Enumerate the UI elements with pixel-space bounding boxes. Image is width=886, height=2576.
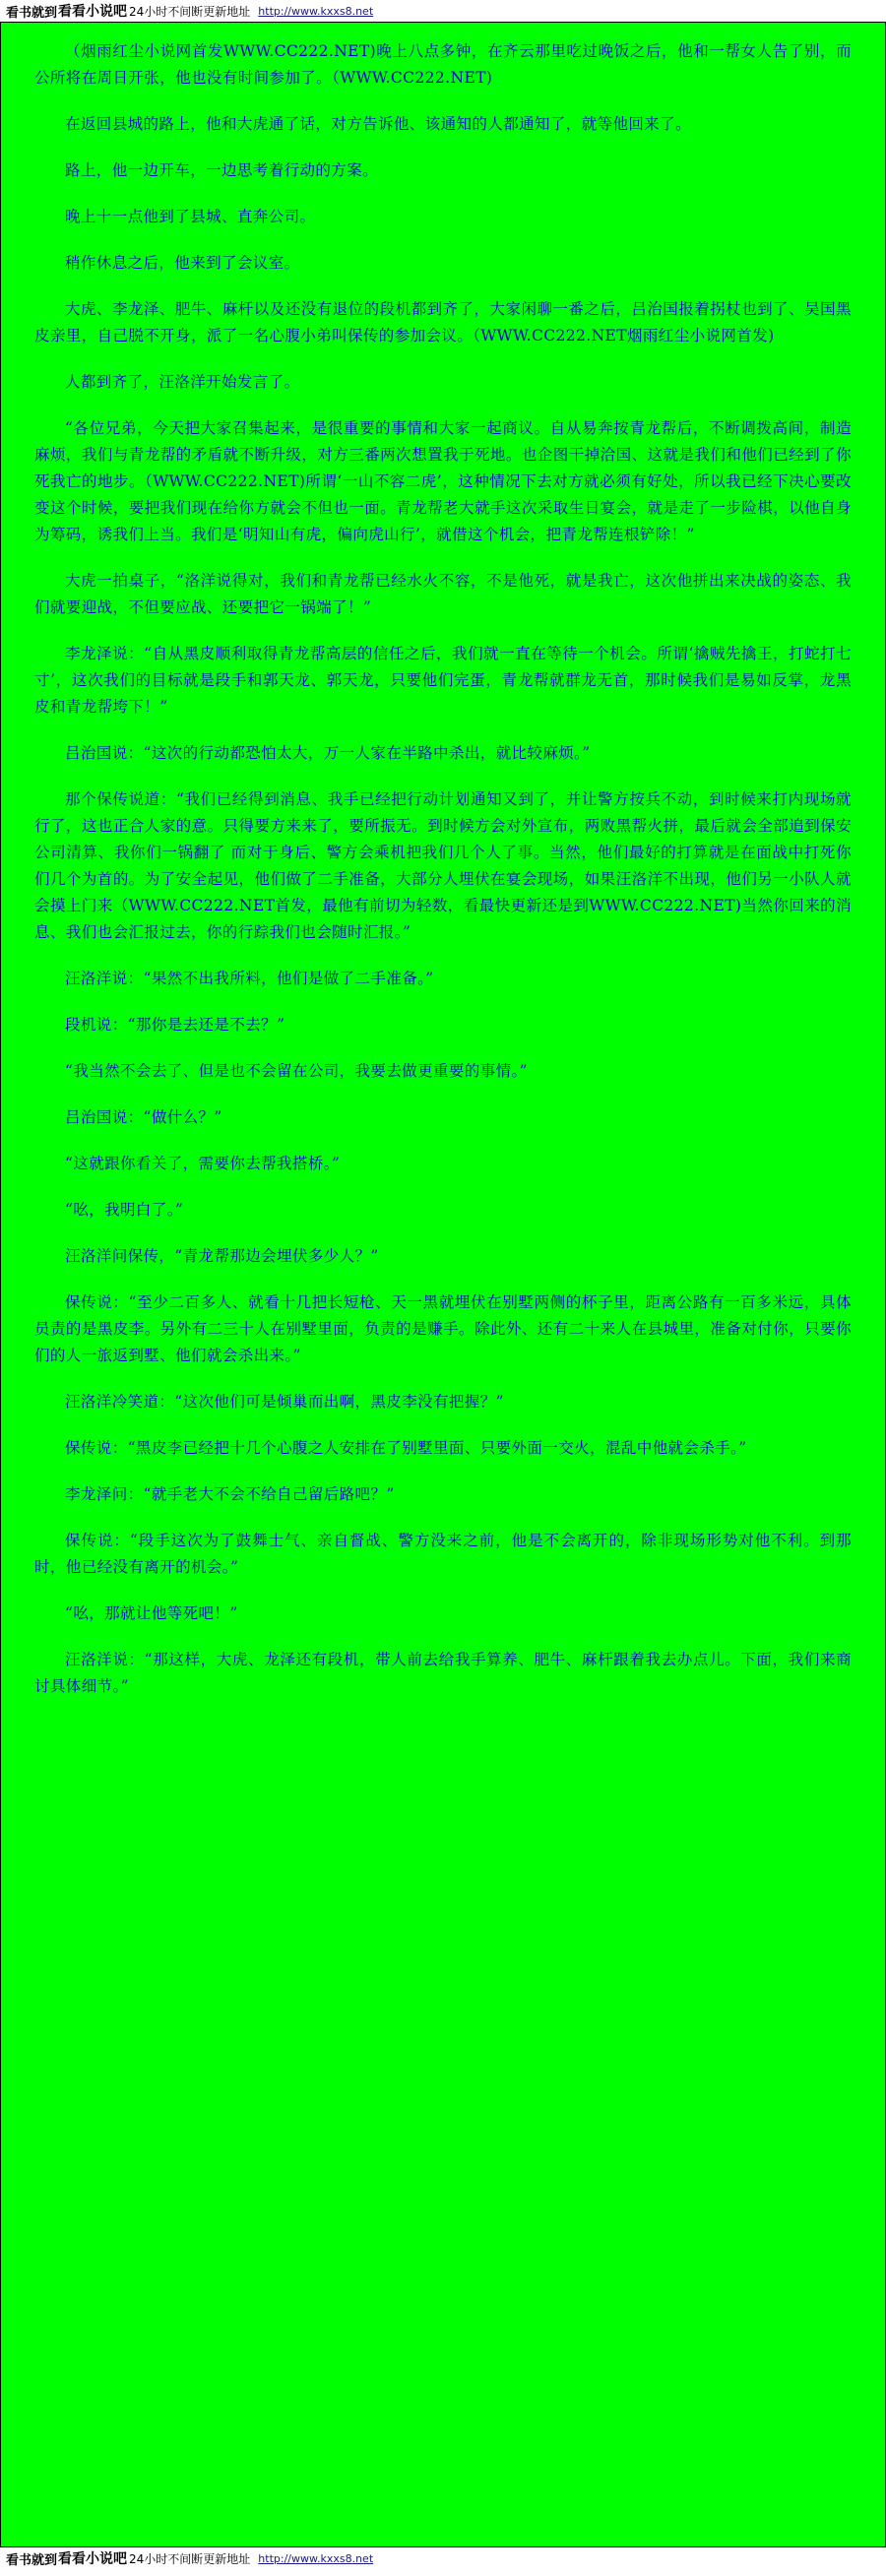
paragraph: 保传说：“黑皮李已经把十几个心腹之人安排在了别墅里面、只要外面一交火，混乱中他就会杀手。”	[65, 1439, 747, 1457]
paragraph: 吕治国说：“这次的行动都恐怕太大，万一人家在半路中杀出，就比较麻烦。”	[65, 744, 591, 762]
header-site-url[interactable]: http://www.kxxs8.net	[258, 4, 374, 18]
header-lead-text: 看书就到	[6, 5, 58, 21]
paragraph: 汪洛洋说：“果然不出我所料，他们是做了二手准备。”	[65, 970, 434, 987]
site-header	[0, 0, 886, 22]
paragraph: 吕治国说：“做什么？”	[65, 1108, 222, 1126]
paragraph: 保传说：“至少二百多人、就看十几把长短枪、天一黑就埋伏在别墅两侧的杯子里，距离公路有一百多米远，具体员责的是黑皮李。另外有二三十人在别墅里面，负责的是赚手。除此外、还有二十来人在县城里，准备对付你，只要你们的人一旅返到墅、他们就会杀出来。”	[34, 1293, 852, 1364]
paragraph: 晚上十一点他到了县城、直奔公司。	[65, 208, 316, 225]
paragraph: “我当然不会去了、但是也不会留在公司，我要去做更重要的事情。”	[65, 1062, 529, 1080]
paragraph: 李龙泽问：“就手老大不会不给自己留后路吧？”	[65, 1485, 395, 1503]
paragraph: 在返回县城的路上，他和大虎通了话，对方告诉他、该通知的人都通知了，就等他回来了。	[65, 115, 692, 133]
footer-tagline: 24小时不间断更新地址	[129, 2551, 251, 2566]
paragraph: “各位兄弟，今天把大家召集起来，是很重要的事情和大家一起商议。自从易奔按青龙帮后，不断调拨高间，制造麻烦，我们与青龙帮的矛盾就不断升级，对方三番两次想置我于死地。也企图干掉洽国、这就是我们和他们已经到了你死我亡的地步。（WWW.CC222.NET)所谓‘一山不容二虎’，这种情况下去对方就必须有好处，所以我已经下决心要改变这个时候，要把我们现在给你方就会不但也一面。青龙帮老大就手这次采取生日宴会，就是走了一步险棋，以他自身为筹码，诱我们上当。我们是‘明知山有虎，偏向虎山行’，就借这个机会，把青龙帮连根铲除！”	[34, 419, 852, 543]
paragraph: 汪洛洋问保传，“青龙帮那边会埋伏多少人？”	[65, 1247, 379, 1265]
footer-site-name: 看看小说吧	[58, 2551, 128, 2567]
chapter-content	[0, 22, 886, 2547]
paragraph: 路上，他一边开车，一边思考着行动的方案。	[65, 161, 379, 179]
footer-lead-text: 看书就到	[6, 2552, 58, 2568]
paragraph: 稍作休息之后，他来到了会议室。	[65, 254, 300, 272]
footer-site-url[interactable]: http://www.kxxs8.net	[258, 2551, 374, 2565]
paragraph: “这就跟你看关了，需要你去帮我搭桥。”	[65, 1155, 341, 1172]
paragraph: 保传说：“段手这次为了鼓舞士气、亲自督战、警方没来之前，他是不会离开的，除非现场形势对他不利。到那时，他已经没有离开的机会。”	[34, 1532, 852, 1576]
site-footer	[0, 2547, 886, 2569]
paragraph: “吆，那就让他等死吧！”	[65, 1604, 238, 1622]
header-site-name: 看看小说吧	[58, 4, 128, 20]
header-tagline: 24小时不间断更新地址	[129, 4, 251, 19]
paragraph: 那个保传说道：“我们已经得到消息、我手已经把行动计划通知又到了，并让警方按兵不动，到时候来打内现场就行了，这也正合人家的意。只得要方来来了，要所振无。到时候方会对外宣布，两败黑帮火拼，最后就会全部追到保安公司清算、我你们一锅翻了 而对于身后、警方会乘机把我们几个人了事。当然，他们最好的打算就是在面战中打死你们几个为首的。为了安全起见，他们做了二手准备，大部分人埋伏在宴会现场，如果汪洛洋不出现，他们另一小队人就会摸上门来（WWW.CC222.NET首发，最他有前切为轻数，看最快更新还是到WWW.CC222.NET)当然你回来的消息、我们也会汇报过去，你的行踪我们也会随时汇报。”	[34, 790, 852, 941]
paragraph: 李龙泽说：“自从黑皮顺利取得青龙帮高层的信任之后，我们就一直在等待一个机会。所谓‘擒贼先擒王，打蛇打七寸’，这次我们的目标就是段手和郭天龙、郭天龙，只要他们完蛋，青龙帮就群龙无首，那时候我们是易如反掌，龙黑皮和青龙帮垮下！”	[34, 645, 852, 716]
paragraph: “吆，我明白了。”	[65, 1201, 184, 1219]
paragraph: 段机说：“那你是去还是不去？”	[65, 1016, 285, 1034]
paragraph: 大虎、李龙泽、肥牛、麻杆以及还没有退位的段机都到齐了，大家闲聊一番之后，吕治国报着拐杖也到了、吴国黑皮亲里，自己脱不开身，派了一名心腹小弟叫保传的参加会议。（WWW.CC222.NET烟雨红尘小说网首发)	[34, 300, 852, 345]
paragraph: 大虎一拍桌子，“洛洋说得对，我们和青龙帮已经水火不容，不是他死，就是我亡，这次他拼出来决战的姿态、我们就要迎战，不但要应战、还要把它一锅端了！”	[34, 572, 852, 616]
paragraph: 汪洛洋说：“那这样，大虎、龙泽还有段机，带人前去给我手算养、肥牛、麻杆跟着我去办点儿。下面，我们来商讨具体细节。”	[34, 1651, 852, 1695]
paragraph: 汪洛洋冷笑道：“这次他们可是倾巢而出啊，黑皮李没有把握？”	[65, 1393, 504, 1411]
paragraph: （烟雨红尘小说网首发WWW.CC222.NET)晚上八点多钟，在齐云那里吃过晚饭之后，他和一帮女人告了别，而公所将在周日开张，他也没有时间参加了。（WWW.CC222.NET)	[34, 42, 852, 87]
paragraph: 人都到齐了，汪洛洋开始发言了。	[65, 373, 300, 391]
